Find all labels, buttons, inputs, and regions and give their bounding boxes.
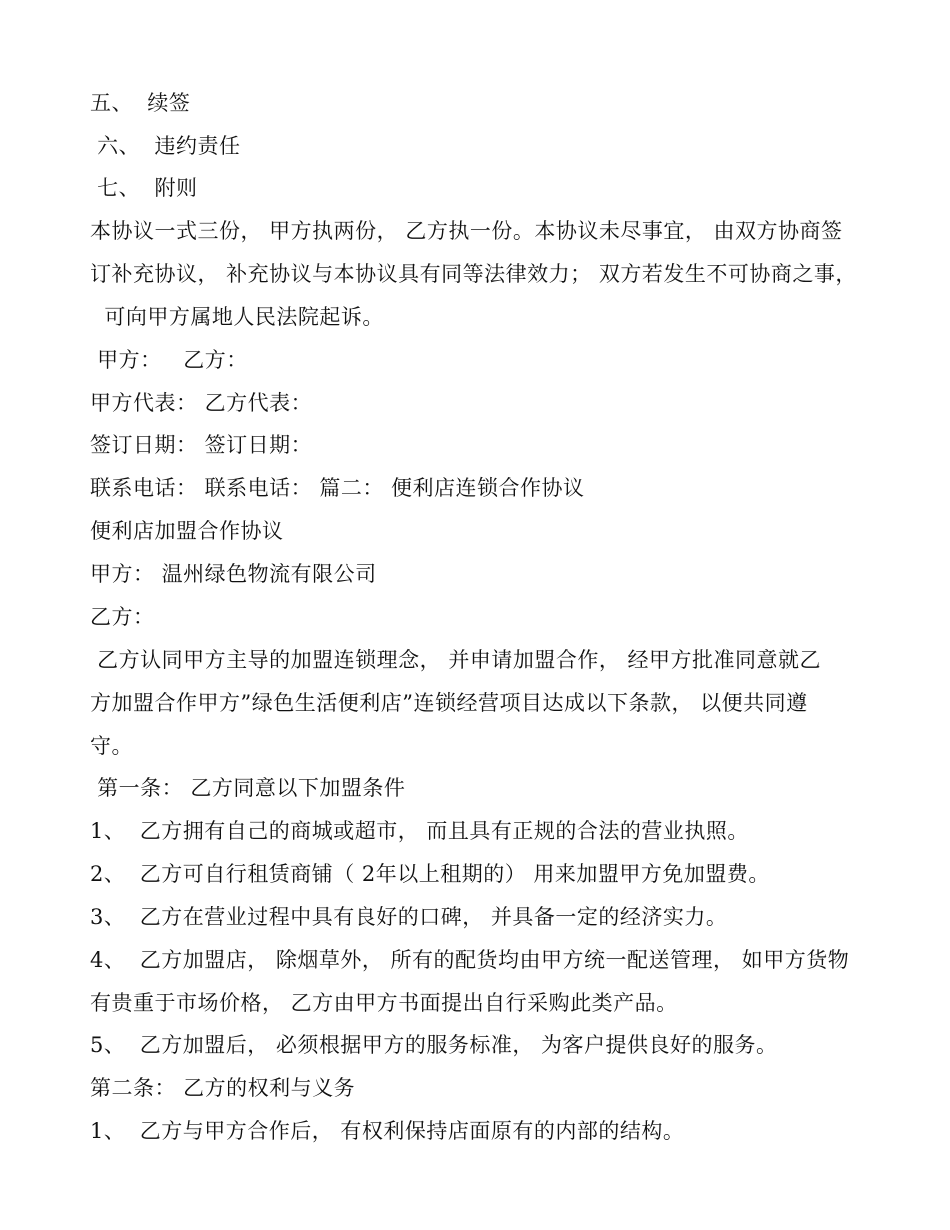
signature-parties-line: 甲方： 乙方： bbox=[90, 348, 248, 372]
signature-representatives-line: 甲方代表： 乙方代表： bbox=[90, 391, 313, 415]
section-heading-renewal: 五、 续签 bbox=[90, 91, 191, 115]
paragraph-line: 本协议一式三份， 甲方执两份， 乙方执一份。本协议未尽事宜， 由双方协商签 bbox=[90, 219, 843, 243]
section-heading-liability: 六、 违约责任 bbox=[90, 134, 241, 158]
paragraph-line: 乙方认同甲方主导的加盟连锁理念， 并申请加盟合作， 经甲方批准同意就乙 bbox=[90, 648, 822, 672]
list-item: 1、 乙方与甲方合作后， 有权利保持店面原有的内部的结构。 bbox=[90, 1119, 685, 1143]
paragraph-line: 守。 bbox=[90, 734, 133, 758]
agreement-title: 便利店加盟合作协议 bbox=[90, 519, 284, 543]
list-item: 3、 乙方在营业过程中具有良好的口碑， 并具备一定的经济实力。 bbox=[90, 905, 728, 929]
article-two-heading: 第二条： 乙方的权利与义务 bbox=[90, 1076, 356, 1100]
list-item-continuation: 有贵重于市场价格， 乙方由甲方书面提出自行采购此类产品。 bbox=[90, 991, 678, 1015]
paragraph-line: 方加盟合作甲方”绿色生活便利店”连锁经营项目达成以下条款， 以便共同遵 bbox=[90, 691, 808, 715]
list-item: 1、 乙方拥有自己的商城或超市， 而且具有正规的合法的营业执照。 bbox=[90, 819, 749, 843]
article-one-heading: 第一条： 乙方同意以下加盟条件 bbox=[90, 776, 406, 800]
paragraph-line: 订补充协议， 补充协议与本协议具有同等法律效力； 双方若发生不可协商之事， bbox=[90, 262, 857, 286]
list-item: 4、 乙方加盟店， 除烟草外， 所有的配货均由甲方统一配送管理， 如甲方货物 bbox=[90, 948, 850, 972]
paragraph-line: 可向甲方属地人民法院起诉。 bbox=[90, 305, 384, 329]
section-heading-supplementary: 七、 附则 bbox=[90, 176, 198, 200]
party-b-line: 乙方： bbox=[90, 605, 155, 629]
contact-phone-line: 联系电话： 联系电话： 篇二： 便利店连锁合作协议 bbox=[90, 476, 585, 500]
list-item: 2、 乙方可自行租赁商铺（ 2年以上租期的） 用来加盟甲方免加盟费。 bbox=[90, 862, 770, 886]
list-item: 5、 乙方加盟后， 必须根据甲方的服务标准， 为客户提供良好的服务。 bbox=[90, 1033, 778, 1057]
party-a-line: 甲方： 温州绿色物流有限公司 bbox=[90, 562, 377, 586]
signature-dates-line: 签订日期： 签订日期： bbox=[90, 433, 313, 457]
